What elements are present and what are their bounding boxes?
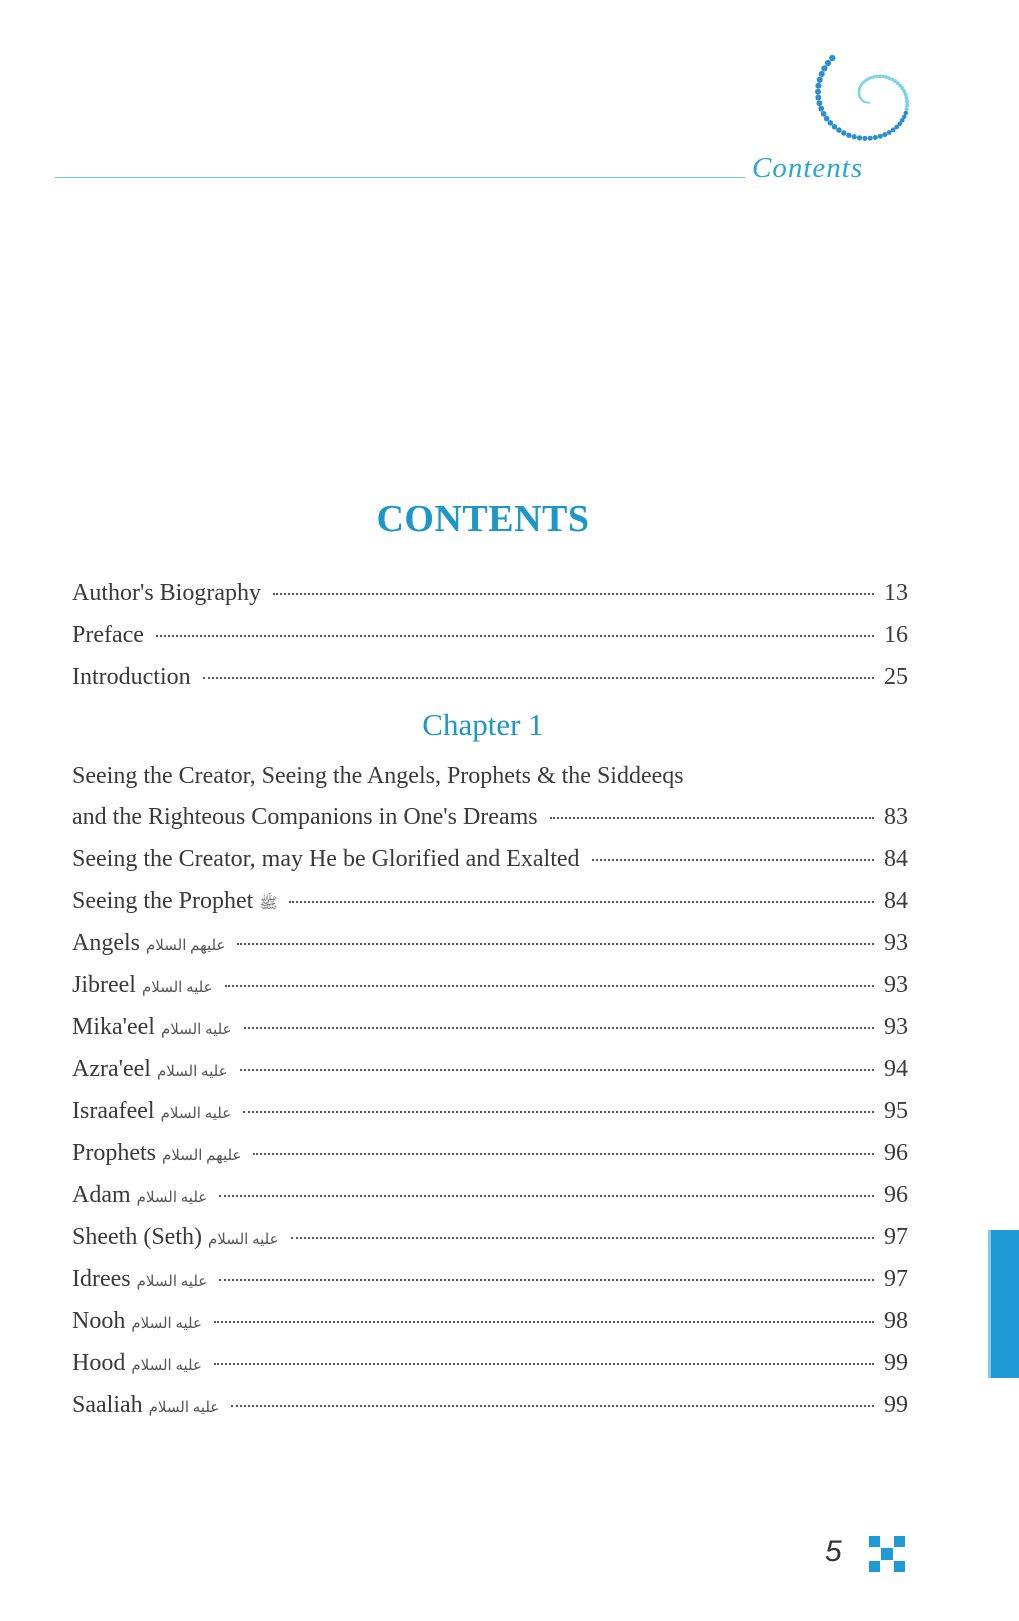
swirl-dot — [825, 60, 831, 66]
toc-entry-name: Adam — [72, 1182, 131, 1208]
toc-entry-page: 83 — [884, 804, 908, 830]
honorific-mark: عليه السلام — [160, 1022, 232, 1038]
swirl-dot — [905, 99, 909, 103]
dot-leader — [243, 1111, 874, 1113]
toc-entry-name: Israafeel — [72, 1098, 155, 1124]
dot-leader — [289, 901, 874, 903]
toc-entry-label — [72, 1392, 227, 1419]
toc-entry[interactable] — [72, 1266, 908, 1300]
toc-entry[interactable] — [72, 888, 908, 922]
swirl-dot — [882, 132, 887, 137]
toc-entry[interactable] — [72, 930, 908, 964]
running-header-title: Contents — [752, 152, 864, 184]
dot-leader — [225, 985, 874, 987]
swirl-dot — [821, 65, 827, 71]
dot-leader — [291, 1237, 874, 1239]
honorific-mark: عليه السلام — [136, 1274, 208, 1290]
toc-entry-page: 16 — [884, 622, 908, 648]
toc-entry-name: Hood — [72, 1350, 126, 1376]
toc-entry-name: Azra'eel — [72, 1056, 151, 1082]
toc-entry-label: Introduction — [72, 664, 191, 690]
honorific-mark: عليهم السلام — [146, 938, 226, 954]
toc-entry[interactable] — [72, 580, 908, 614]
toc-entry[interactable] — [72, 1392, 908, 1426]
swirl-dot — [828, 120, 834, 126]
dot-leader — [550, 817, 874, 819]
contents-heading: CONTENTS — [376, 498, 590, 540]
toc-entry-label — [72, 1266, 215, 1293]
toc-entry[interactable] — [72, 1224, 908, 1258]
honorific-mark: عليه السلام — [156, 1064, 228, 1080]
dot-leader — [237, 943, 874, 945]
toc-entry-page: 13 — [884, 580, 908, 606]
toc-entry-label — [72, 1140, 249, 1167]
toc-entry-label — [72, 1014, 240, 1041]
decorative-corner-mark-icon — [868, 1535, 906, 1573]
swirl-dot — [816, 100, 822, 106]
honorific-mark: عليه السلام — [160, 1106, 232, 1122]
toc-entry-name: Sheeth (Seth) — [72, 1224, 202, 1250]
swirl-dot — [878, 75, 882, 79]
swirl-dot — [815, 95, 821, 101]
swirl-dot — [887, 130, 892, 135]
swirl-dot — [821, 111, 827, 117]
honorific-mark: عليه السلام — [207, 1232, 279, 1248]
chapter-heading: Chapter 1 — [422, 707, 544, 742]
toc-entry-page: 99 — [884, 1392, 908, 1418]
toc-entry-page: 96 — [884, 1140, 908, 1166]
toc-entry-label — [72, 1308, 210, 1335]
toc-entry[interactable] — [72, 1140, 908, 1174]
toc-entry[interactable] — [72, 1308, 908, 1342]
swirl-dot — [818, 106, 824, 112]
toc-entry-label — [72, 1098, 239, 1125]
toc-entry-name: Nooh — [72, 1308, 126, 1334]
swirl-dot — [857, 135, 862, 140]
page-number: 5 — [825, 1535, 842, 1568]
toc-entry-name: Mika'eel — [72, 1014, 155, 1040]
toc-entry-page: 93 — [884, 1014, 908, 1040]
swirl-dot — [846, 133, 851, 138]
header-rule — [55, 177, 745, 178]
toc-entry[interactable] — [72, 1182, 908, 1216]
honorific-mark: ﷺ — [259, 896, 278, 912]
honorific-mark: عليه السلام — [141, 980, 213, 996]
dot-leader — [253, 1153, 874, 1155]
swirl-dot — [881, 75, 885, 79]
toc-entry-label: Preface — [72, 622, 144, 648]
dot-leader — [219, 1195, 874, 1197]
toc-entry-label: Author's Biography — [72, 580, 261, 606]
toc-entry-page: 84 — [884, 888, 908, 914]
swirl-dot — [868, 136, 873, 141]
toc-entry-page: 99 — [884, 1350, 908, 1376]
toc-entry[interactable] — [72, 1014, 908, 1048]
toc-entry[interactable] — [72, 1350, 908, 1384]
toc-entry[interactable] — [72, 846, 908, 880]
toc-entry-page: 94 — [884, 1056, 908, 1082]
swirl-dot — [905, 96, 909, 100]
swirl-dot — [862, 136, 867, 141]
swirl-dot — [824, 116, 830, 122]
toc-entry-page: 93 — [884, 930, 908, 956]
toc-entry-name: Angels — [72, 930, 140, 956]
toc-entry[interactable] — [72, 622, 908, 656]
dot-leader — [244, 1027, 874, 1029]
toc-entry-label — [72, 972, 221, 999]
toc-entry[interactable] — [72, 804, 908, 838]
dot-leader — [214, 1321, 874, 1323]
swirl-dot — [891, 128, 896, 133]
dot-leader — [273, 593, 874, 595]
dot-leader — [219, 1279, 874, 1281]
swirl-dot — [836, 127, 841, 132]
swirl-dot — [852, 134, 857, 139]
dot-leader — [156, 635, 874, 637]
swirl-dot — [905, 103, 909, 107]
toc-entry-label: Seeing the Creator, may He be Glorified and Exalted — [72, 846, 580, 872]
swirl-dot — [815, 89, 821, 95]
toc-entry-name: Jibreel — [72, 972, 136, 998]
toc-entry-page: 95 — [884, 1098, 908, 1124]
honorific-mark: عليه السلام — [131, 1316, 202, 1332]
toc-entry-name: Prophets — [72, 1140, 156, 1166]
toc-entry-label — [72, 1182, 215, 1209]
swirl-dot — [832, 124, 838, 130]
toc-entry-page: 97 — [884, 1224, 908, 1250]
dot-leader — [203, 677, 874, 679]
toc-entry-label — [72, 888, 285, 916]
dot-leader — [214, 1363, 874, 1365]
toc-entry-page: 84 — [884, 846, 908, 872]
toc-entry-name: Idrees — [72, 1266, 131, 1292]
toc-entry-label — [72, 1224, 287, 1251]
toc-entry-label — [72, 1350, 210, 1377]
honorific-mark: عليهم السلام — [162, 1148, 242, 1164]
toc-entry-first-line: Seeing the Creator, Seeing the Angels, Prophets & the Siddeeqs — [72, 763, 684, 789]
toc-entry[interactable] — [72, 1098, 908, 1132]
toc-entry-page: 98 — [884, 1308, 908, 1334]
swirl-dot — [817, 77, 823, 83]
swirl-dot — [819, 71, 825, 77]
toc-entry-page: 96 — [884, 1182, 908, 1208]
swirl-dot — [829, 55, 835, 61]
swirl-dot — [841, 130, 846, 135]
honorific-mark: عليه السلام — [148, 1400, 220, 1416]
toc-entry[interactable] — [72, 664, 908, 698]
toc-entry-page: 25 — [884, 664, 908, 690]
toc-entry-label — [72, 930, 233, 957]
toc-entry[interactable] — [72, 972, 908, 1006]
toc-entry-page: 97 — [884, 1266, 908, 1292]
toc-entry-name: Seeing the Prophet — [72, 888, 254, 914]
honorific-mark: عليه السلام — [131, 1358, 202, 1374]
swirl-dot — [878, 134, 883, 139]
dot-leader — [240, 1069, 874, 1071]
swirl-dot — [815, 83, 821, 89]
swirl-dot — [905, 107, 909, 111]
honorific-mark: عليه السلام — [136, 1190, 208, 1206]
toc-entry-label — [72, 1056, 236, 1083]
swirl-dot — [873, 135, 878, 140]
toc-entry-label: and the Righteous Companions in One's Dreams — [72, 804, 538, 830]
dot-leader — [231, 1405, 874, 1407]
toc-entry-name: Saaliah — [72, 1392, 143, 1418]
dot-leader — [592, 859, 874, 861]
swirl-dot — [875, 75, 878, 78]
chapter-side-tab — [988, 1230, 1019, 1378]
toc-entry[interactable] — [72, 1056, 908, 1090]
toc-entry-page: 93 — [884, 972, 908, 998]
